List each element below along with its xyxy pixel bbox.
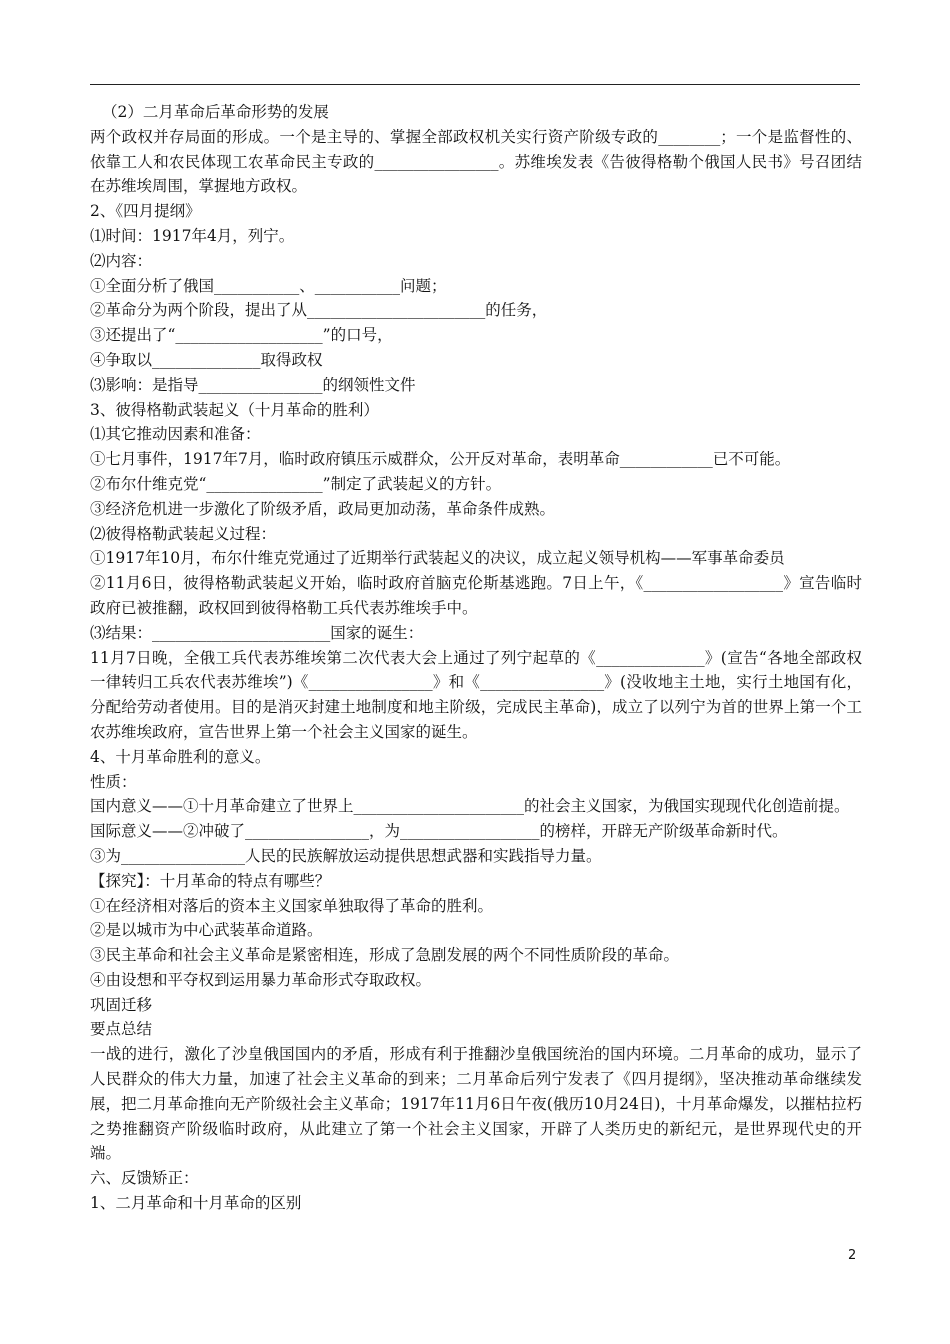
- document-body: [90, 100, 862, 1216]
- list-item: ⑵内容：: [90, 251, 153, 270]
- list-item: ②布尔什维克党“_______________”制定了武装起义的方针。: [90, 474, 502, 493]
- list-item: ②革命分为两个阶段，提出了从_______________________的任务，: [90, 301, 548, 320]
- paragraph: 两个政权并存局面的形成。一个是主导的、掌握全部政权机关实行资产阶级专政的________；一个是监督性的、依靠工人和农民体现工农革命民主专政的________________。苏维埃发表《告彼得格勒个俄国人民书》号召团结在苏维埃周围，掌握地方政权。: [90, 127, 862, 196]
- list-item: ④由设想和平夺权到运用暴力革命形式夺取政权。: [90, 970, 432, 989]
- page-number: 2: [848, 1248, 857, 1263]
- list-item: ③还提出了“___________________”的口号，: [90, 326, 393, 345]
- list-item: 国际意义——②冲破了________________，为__________________的榜样，开辟无产阶级革命新时代。: [90, 822, 788, 841]
- paragraph: 一战的进行，激化了沙皇俄国国内的矛盾，形成有利于推翻沙皇俄国统治的国内环境。二月革命的成功，显示了人民群众的伟大力量，加速了社会主义革命的到来；二月革命后列宁发表了《四月提纲》，坚决推动革命继续发展，把二月革命推向无产阶级社会主义革命；1917年11月6日午夜(俄历10月24日)，十月革命爆发，以摧枯拉朽之势推翻资产阶级临时政府，从此建立了第一个社会主义国家，开辟了人类历史的新纪元，是世界现代史的开端。: [90, 1045, 862, 1163]
- list-item: ③为________________人民的民族解放运动提供思想武器和实践指导力量。: [90, 846, 602, 865]
- paragraph: 11月7日晚，全俄工兵代表苏维埃第二次代表大会上通过了列宁起草的《______________》(宣告“各地全部政权一律转归工兵农代表苏维埃”)《________________》和《________________》(没收地主土地，实行土地国有化，分配给劳动者使用。目的是消灭封建土地制度和地主阶级，完成民主革命)，成立了以列宁为首的世界上第一个工农苏维埃政府，宣告世界上第一个社会主义国家的诞生。: [90, 648, 862, 741]
- list-item: ③民主革命和社会主义革命是紧密相连，形成了急剧发展的两个不同性质阶段的革命。: [90, 946, 680, 965]
- section-heading: 3、彼得格勒武装起义（十月革命的胜利）: [90, 400, 379, 419]
- section-heading: 2、《四月提纲》: [90, 202, 201, 221]
- section-heading: 要点总结: [90, 1020, 153, 1039]
- list-item: ①在经济相对落后的资本主义国家单独取得了革命的胜利。: [90, 896, 494, 915]
- list-item: ①七月事件，1917年7月，临时政府镇压示威群众，公开反对革命，表明革命____________已不可能。: [90, 450, 791, 469]
- paragraph: ②11月6日，彼得格勒武装起义开始，临时政府首脑克伦斯基逃跑。7日上午，《__________________》宣告临时政府已被推翻，政权回到彼得格勒工兵代表苏维埃手中。: [90, 574, 862, 617]
- header-rule: [90, 84, 860, 85]
- list-item: ③经济危机进一步激化了阶级矛盾，政局更加动荡，革命条件成熟。: [90, 499, 556, 518]
- list-item: ⑴其它推动因素和准备：: [90, 425, 261, 444]
- section-heading: 【探究】：十月革命的特点有哪些？: [90, 871, 331, 890]
- section-heading: 4、十月革命胜利的意义。: [90, 747, 271, 766]
- list-item: ⑶影响：是指导________________的纲领性文件: [90, 375, 416, 394]
- list-item: ⑵彼得格勒武装起义过程：: [90, 524, 277, 543]
- paragraph: 国内意义——①十月革命建立了世界上______________________的社会主义国家，为俄国实现现代化创造前提。: [90, 797, 850, 816]
- section-heading: 巩固迁移: [90, 995, 153, 1014]
- section-heading: 六、反馈矫正：: [90, 1169, 199, 1188]
- list-item: ②是以城市为中心武装革命道路。: [90, 921, 323, 940]
- list-item: ⑴时间：1917年4月，列宁。: [90, 226, 295, 245]
- list-item: ①全面分析了俄国___________、___________问题；: [90, 276, 447, 295]
- list-item: ④争取以______________取得政权: [90, 350, 323, 369]
- list-item: 1、二月革命和十月革命的区别: [90, 1194, 302, 1213]
- section-heading: （2）二月革命后革命形势的发展: [102, 103, 329, 121]
- list-item: ⑶结果：_______________________国家的诞生：: [90, 623, 424, 642]
- list-item: ①1917年10月，布尔什维克党通过了近期举行武装起义的决议，成立起义领导机构——军事革命委员: [90, 549, 785, 568]
- list-item: 性质：: [90, 772, 137, 791]
